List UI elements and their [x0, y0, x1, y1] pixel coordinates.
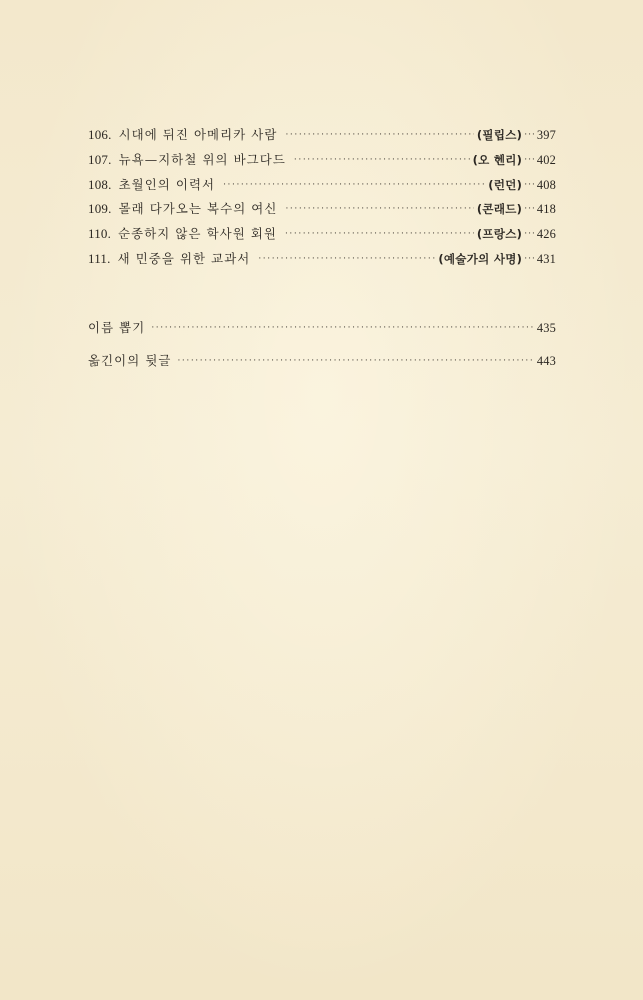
chapter-author: (프랑스) [476, 227, 523, 242]
chapter-author: (오 헨리) [472, 152, 523, 167]
page-ellipsis: ··· [524, 154, 536, 165]
dot-leader [285, 229, 474, 239]
page-ellipsis: ··· [524, 179, 536, 190]
section-title: 옮긴이의 뒷글 [88, 353, 172, 368]
chapter-title: 뉴욕—지하철 위의 바그다드 [118, 151, 286, 167]
toc-entry-107[interactable] [88, 150, 556, 175]
toc-entry-110[interactable] [88, 224, 556, 249]
chapter-number: 109. [88, 201, 112, 217]
chapter-title: 시대에 뒤진 아메리카 사람 [118, 127, 278, 142]
toc-entry-111[interactable] [88, 249, 556, 274]
toc-entry-108[interactable] [88, 175, 556, 200]
section-page: 443 [536, 354, 556, 368]
dot-leader [294, 155, 470, 165]
section-title: 이름 뽑기 [88, 320, 146, 335]
toc-entry-106[interactable] [88, 125, 556, 150]
dot-leader [177, 356, 534, 366]
toc-entry-index[interactable] [88, 318, 556, 351]
chapter-author: (필립스) [476, 128, 523, 142]
section-page: 435 [536, 321, 556, 335]
chapter-title: 몰래 다가오는 복수의 여신 [118, 201, 278, 217]
table-of-contents [88, 125, 556, 274]
toc-entry-109[interactable] [88, 199, 556, 224]
dot-leader [151, 323, 534, 333]
chapter-page: 431 [536, 251, 556, 266]
back-matter [88, 318, 556, 384]
chapter-page: 402 [536, 152, 556, 167]
chapter-page: 408 [536, 177, 556, 192]
chapter-page: 418 [536, 202, 556, 217]
dot-leader [285, 204, 473, 214]
page-ellipsis: ··· [524, 204, 536, 215]
page-ellipsis: ··· [524, 229, 536, 240]
page-ellipsis: ··· [524, 253, 536, 264]
dot-leader [285, 130, 473, 140]
page-ellipsis: ··· [524, 130, 536, 140]
chapter-title: 순종하지 않은 학사원 회원 [118, 226, 277, 242]
chapter-number: 106. [88, 127, 112, 142]
chapter-title: 새 민중을 위한 교과서 [117, 250, 251, 266]
chapter-number: 110. [88, 226, 112, 242]
chapter-number: 111. [88, 250, 111, 266]
chapter-author: (예술가의 사명) [438, 251, 523, 266]
chapter-author: (콘래드) [476, 202, 523, 217]
dot-leader [258, 254, 435, 264]
chapter-title: 초월인의 이력서 [118, 176, 216, 192]
chapter-number: 107. [88, 151, 112, 167]
toc-entry-afterword[interactable] [88, 351, 556, 384]
chapter-page: 426 [536, 227, 556, 242]
dot-leader [223, 180, 485, 190]
chapter-number: 108. [88, 176, 112, 192]
chapter-page: 397 [536, 128, 556, 142]
chapter-author: (런던) [488, 177, 523, 192]
